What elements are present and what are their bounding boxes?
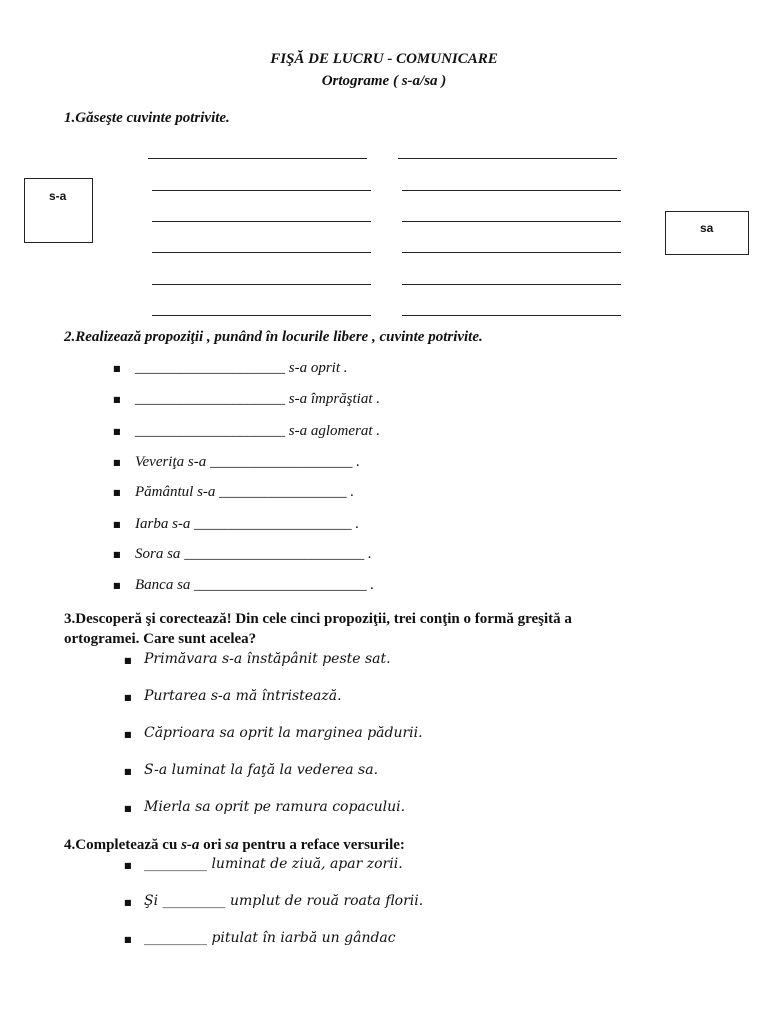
worksheet-title: FIŞĂ DE LUCRU - COMUNICARE [270,51,498,67]
list-item [113,423,380,440]
sentence-text: Purtarea s-a mă întristează. [144,688,342,704]
verse-prefix: Şi [144,893,163,909]
bullet-icon: ■ [113,581,121,590]
list-item [113,546,372,563]
sentence-end: . [352,454,360,470]
bullet-icon: ■ [113,364,121,373]
answer-line[interactable] [398,158,617,159]
answer-line[interactable] [402,315,621,316]
verse-text: luminat de ziuă, apar zorii. [207,856,403,872]
heading-suffix: pentru a reface versurile: [238,837,405,853]
list-item [113,516,359,533]
sentence-text: Banca sa [135,577,195,593]
blank[interactable]: ____________________ [135,391,285,407]
heading-mid: ori [199,837,226,853]
blank[interactable]: _____________________ [194,516,352,532]
sentence-end: . [364,546,372,562]
heading-prefix: 4.Completează cu [64,837,182,853]
answer-line[interactable] [402,252,621,253]
verse-text: umplut de rouă roata florii. [225,893,424,909]
list-item [113,484,354,501]
sentence-text: S-a luminat la faţă la vederea sa. [144,762,379,778]
bullet-icon: ■ [113,550,121,559]
sentence-text: s-a aglomerat . [285,423,380,439]
answer-line[interactable] [152,284,371,285]
exercise3-heading-line2: ortogramei. Care sunt acelea? [64,631,257,647]
worksheet-subtitle: Ortograme ( s-a/sa ) [321,73,447,89]
list-item [124,930,396,946]
bullet-icon: ■ [124,804,132,813]
sentence-text: Iarba s-a [135,516,195,532]
blank[interactable]: _______________________ [194,577,367,593]
answer-line[interactable] [152,221,371,222]
list-item [124,893,423,909]
list-item [124,762,378,778]
blank[interactable]: _________ [144,930,207,946]
list-item [113,454,360,471]
bullet-icon: ■ [124,730,132,739]
sentence-text: Veveriţa s-a [135,454,210,470]
bullet-icon: ■ [113,488,121,497]
sentence-text: s-a împrăştiat . [285,391,381,407]
answer-line[interactable] [148,158,367,159]
list-item [124,856,403,872]
blank[interactable]: ____________________ [135,360,285,376]
list-item [113,391,380,408]
list-item [113,360,348,377]
option-sa: sa [225,837,239,853]
bullet-icon: ■ [113,427,121,436]
answer-line[interactable] [402,284,621,285]
bullet-icon: ■ [124,767,132,776]
blank[interactable]: ________________________ [184,546,365,562]
answer-line[interactable] [152,315,371,316]
list-item [124,725,423,741]
list-item [124,651,391,667]
list-item [124,799,405,815]
blank[interactable]: _________ [144,856,207,872]
bullet-icon: ■ [124,898,132,907]
exercise2-heading: 2.Realizează propoziţii , punând în locurile libere , cuvinte potrivite. [64,329,483,345]
sentence-end: . [366,577,375,593]
list-item [113,577,374,594]
sentence-text: Mierla sa oprit pe ramura copacului. [144,799,406,815]
exercise4-heading [64,835,405,855]
answer-line[interactable] [152,190,371,191]
bullet-icon: ■ [124,935,132,944]
blank[interactable]: _________________ [219,484,347,500]
answer-line[interactable] [152,252,371,253]
blank[interactable]: _________ [162,893,226,909]
sentence-text: Primăvara s-a înstăpânit peste sat. [144,651,391,667]
bullet-icon: ■ [113,458,121,467]
bullet-icon: ■ [124,656,132,665]
blank[interactable]: ___________________ [209,454,353,470]
answer-line[interactable] [402,190,621,191]
box-s-a-label: s-a [49,189,67,203]
sentence-text: Căprioara sa oprit la marginea pădurii. [144,725,423,741]
sentence-text: s-a oprit . [285,360,348,376]
bullet-icon: ■ [113,395,121,404]
sentence-end: . [346,484,355,500]
box-sa [665,211,749,255]
bullet-icon: ■ [113,520,121,529]
bullet-icon: ■ [124,861,132,870]
sentence-text: Pământul s-a [135,484,220,500]
sentence-text: Sora sa [135,546,185,562]
answer-line[interactable] [402,221,621,222]
exercise1-heading: 1.Găseşte cuvinte potrivite. [64,110,230,126]
box-s-a [24,178,93,243]
list-item [124,688,342,704]
box-sa-label: sa [700,221,714,235]
bullet-icon: ■ [124,693,132,702]
sentence-end: . [351,516,360,532]
option-s-a: s-a [181,837,200,853]
blank[interactable]: ____________________ [135,423,285,439]
verse-text: pitulat în iarbă un gândac [207,930,396,946]
exercise3-heading-line1: 3.Descoperă şi corectează! Din cele cinci propoziţii, trei conţin o formă greşită a [64,611,572,627]
